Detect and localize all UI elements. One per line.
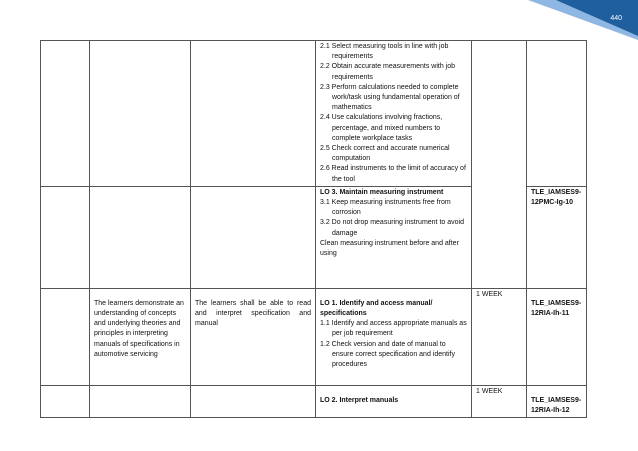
competency-title: LO 2. Interpret manuals [320,396,399,404]
blank-cell [41,288,90,385]
content-standard-cell [90,385,191,417]
page-number: 440 [610,15,622,22]
table-row [41,385,587,417]
duration-label: 1 WEEK [476,290,503,298]
code-cell [527,41,587,187]
code-cell [527,385,587,417]
competency-title: LO 1. Identify and access manual/ specifications [320,299,433,318]
table-row [41,288,587,385]
performance-standard-cell: The learners shall be able to read and interpret specification and manual [191,288,316,385]
performance-standard-cell [191,186,316,288]
code-label: TLE_IAMSES9-12RIA-Ih-12 [531,396,582,415]
competency-item: 3.1 Keep measuring instruments free from corrosion [320,199,451,217]
competency-item: 2.1 Select measuring tools in line with job requirements [320,43,449,61]
learning-competency-cell [316,186,472,288]
table-row [41,41,587,187]
duration-label: 1 WEEK [476,387,503,395]
blank-cell [41,385,90,417]
duration-cell [472,385,527,417]
competency-item: 2.2 Obtain accurate measurements with job requirements [320,63,456,81]
duration-cell [472,288,527,385]
competency-item: 2.4 Use calculations involving fractions, percentage, and mixed numbers to complete workplace tasks [320,114,443,142]
performance-standard-cell [191,385,316,417]
performance-standard-cell [191,41,316,187]
blank-cell [41,186,90,288]
content-standard-cell: The learners demonstrate an understanding of concepts and underlying theories and principles in interpreting manuals of specifications in automotive servicing [90,288,191,385]
competency-item: 2.5 Check correct and accurate numerical computation [320,145,450,163]
competency-item: 2.6 Read instruments to the limit of accuracy of the tool [320,165,466,183]
competency-item: 3.2 Do not drop measuring instrument to avoid damage [320,219,464,237]
duration-cell [472,41,527,289]
competency-item: 1.1 Identify and access appropriate manuals as per job requirement [320,320,467,338]
competency-title: LO 3. Maintain measuring instrument [320,188,444,196]
competency-item: 2.3 Perform calculations needed to complete work/task using fundamental operation of mathematics [320,83,460,112]
curriculum-guide-table [40,40,587,418]
competency-item: 1.2 Check version and date of manual to ensure correct specification and identify procedures [320,340,455,369]
code-label: TLE_IAMSES9-12RIA-Ih-11 [531,299,582,318]
learning-competency-cell [316,385,472,417]
learning-competency-cell [316,41,472,187]
code-cell [527,186,587,288]
blank-cell [41,41,90,187]
learning-competency-cell [316,288,472,385]
competency-item: Clean measuring instrument before and after using [320,239,459,258]
code-cell [527,288,587,385]
content-standard-cell [90,41,191,187]
code-label: TLE_IAMSES9-12PMC-Ig-10 [531,188,582,207]
content-standard-cell [90,186,191,288]
